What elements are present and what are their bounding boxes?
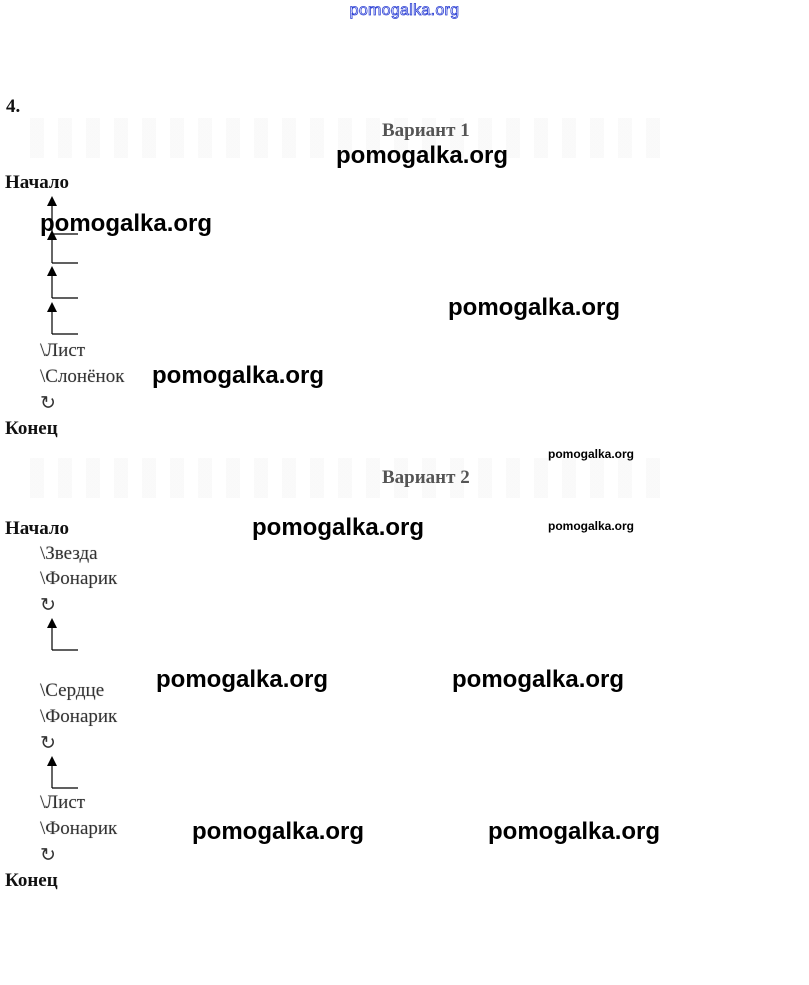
variant-1-end: Конец xyxy=(5,418,58,439)
variant-2-command: \Фонарик xyxy=(40,568,118,589)
watermark: pomogalka.org xyxy=(40,210,213,237)
variant-1-start: Начало xyxy=(5,172,70,193)
task-number: 4. xyxy=(6,96,21,117)
watermark: pomogalka.org xyxy=(548,447,635,461)
loop-icon: ↻ xyxy=(40,393,56,414)
variant-2-end: Конец xyxy=(5,870,58,891)
scan-noise-band xyxy=(30,458,670,498)
watermark: pomogalka.org xyxy=(192,818,365,845)
watermark: pomogalka.org xyxy=(452,666,625,693)
variant-2-title: Вариант 2 xyxy=(382,467,470,488)
loop-icon: ↻ xyxy=(40,845,56,866)
up-arrow-icon xyxy=(40,302,86,344)
loop-icon: ↻ xyxy=(40,595,56,616)
variant-1-command: \Лист xyxy=(40,340,86,361)
watermark: pomogalka.org xyxy=(548,519,635,533)
variant-1-command: \Слонёнок xyxy=(40,366,125,387)
variant-2-command: \Сердце xyxy=(40,680,105,701)
watermark: pomogalka.org xyxy=(156,666,329,693)
watermark: pomogalka.org xyxy=(336,142,509,169)
watermark: pomogalka.org xyxy=(488,818,661,845)
site-header-link[interactable]: pomogalka.org xyxy=(349,2,460,19)
variant-2-command: \Звезда xyxy=(40,543,98,564)
variant-2-command: \Фонарик xyxy=(40,706,118,727)
variant-1-title: Вариант 1 xyxy=(382,120,470,141)
watermark: pomogalka.org xyxy=(252,514,425,541)
variant-2-start: Начало xyxy=(5,518,70,539)
loop-icon: ↻ xyxy=(40,733,56,754)
variant-2-command: \Лист xyxy=(40,792,86,813)
variant-2-command: \Фонарик xyxy=(40,818,118,839)
watermark: pomogalka.org xyxy=(152,362,325,389)
watermark: pomogalka.org xyxy=(448,294,621,321)
up-arrow-icon xyxy=(40,618,86,660)
